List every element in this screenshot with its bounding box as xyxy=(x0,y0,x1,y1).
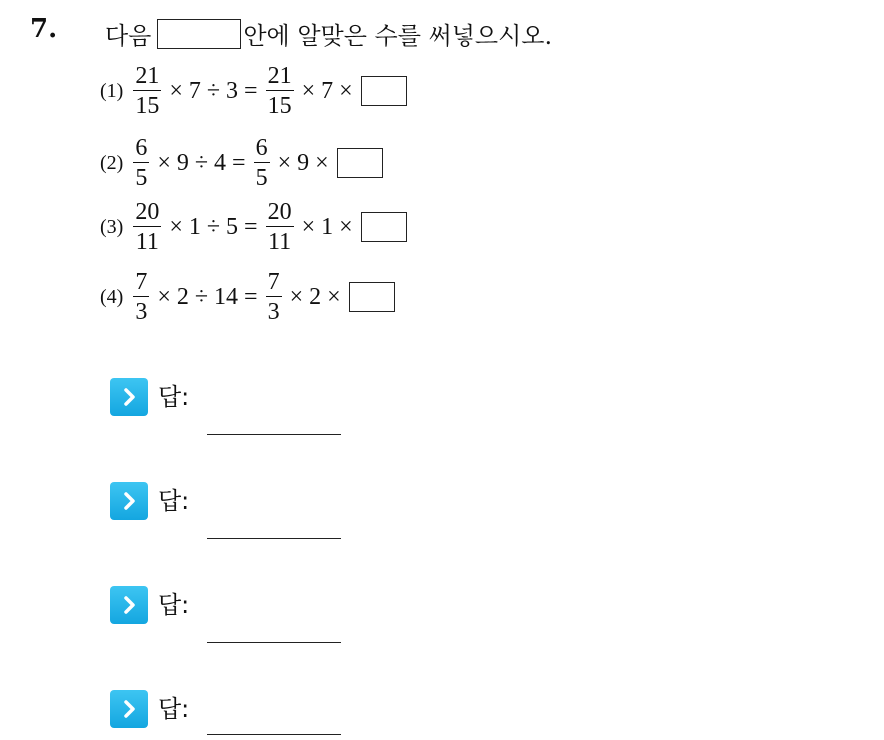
problem-label: (1) xyxy=(100,79,124,102)
times-sign: × xyxy=(289,283,304,310)
equals-sign: = xyxy=(232,149,246,176)
lhs-fraction xyxy=(133,270,149,324)
answer-line[interactable] xyxy=(207,734,341,735)
divide-sign: ÷ xyxy=(206,213,221,240)
divide-sign: ÷ xyxy=(194,149,209,176)
lhs-fraction xyxy=(133,200,161,254)
times-sign: × xyxy=(339,213,353,240)
answer-label: 답: xyxy=(158,591,190,619)
rhs-fraction xyxy=(266,200,294,254)
answer-box[interactable] xyxy=(361,212,407,242)
problem-label: (4) xyxy=(100,285,124,308)
answer-row-4 xyxy=(110,690,341,735)
chevron-right-icon xyxy=(110,482,148,520)
fraction-denominator: 15 xyxy=(267,93,292,119)
times-sign: × xyxy=(157,283,171,310)
problem-1 xyxy=(100,64,407,118)
answer-label: 답: xyxy=(158,487,190,515)
question-instruction xyxy=(105,16,552,51)
operand-c: 1 xyxy=(321,213,334,240)
operand-c: 9 xyxy=(297,149,310,176)
operand-a: 7 xyxy=(188,77,201,104)
operand-c: 2 xyxy=(309,283,322,310)
fraction-numerator: 6 xyxy=(255,135,268,161)
times-sign: × xyxy=(277,149,292,176)
problem-4 xyxy=(100,270,395,324)
instruction-after: 안에 알맞은 수를 써넣으시오. xyxy=(243,22,553,50)
fraction-denominator: 5 xyxy=(255,165,268,191)
times-sign: × xyxy=(169,213,183,240)
answer-row-3 xyxy=(110,586,341,643)
fraction-denominator: 11 xyxy=(135,229,159,255)
equals-sign: = xyxy=(244,77,258,104)
fraction-denominator: 3 xyxy=(135,299,148,325)
chevron-right-icon xyxy=(110,690,148,728)
chevron-right-icon xyxy=(110,586,148,624)
divide-sign: ÷ xyxy=(206,77,221,104)
answer-line[interactable] xyxy=(207,642,341,643)
problem-label: (2) xyxy=(100,151,124,174)
operand-a: 1 xyxy=(188,213,201,240)
equals-sign: = xyxy=(244,213,258,240)
fraction-numerator: 21 xyxy=(135,63,160,89)
fraction-denominator: 5 xyxy=(135,165,148,191)
answer-box[interactable] xyxy=(349,282,395,312)
times-sign: × xyxy=(315,149,329,176)
lhs-fraction xyxy=(133,136,149,190)
instruction-before: 다음 xyxy=(105,22,152,50)
operand-b: 14 xyxy=(214,283,239,310)
fraction-numerator: 20 xyxy=(135,199,160,225)
operand-a: 9 xyxy=(176,149,189,176)
rhs-fraction xyxy=(254,136,270,190)
times-sign: × xyxy=(301,213,316,240)
fraction-numerator: 6 xyxy=(135,135,148,161)
divide-sign: ÷ xyxy=(194,283,209,310)
times-sign: × xyxy=(301,77,316,104)
fraction-denominator: 15 xyxy=(135,93,160,119)
answer-row-1 xyxy=(110,378,341,435)
operand-c: 7 xyxy=(321,77,334,104)
operand-b: 4 xyxy=(214,149,227,176)
problem-2 xyxy=(100,136,383,190)
times-sign: × xyxy=(339,77,353,104)
answer-label: 답: xyxy=(158,695,190,723)
answer-row-2 xyxy=(110,482,341,539)
equals-sign: = xyxy=(244,283,258,310)
problem-3 xyxy=(100,200,407,254)
answer-line[interactable] xyxy=(207,538,341,539)
times-sign: × xyxy=(327,283,341,310)
answer-box[interactable] xyxy=(337,148,383,178)
rhs-fraction xyxy=(266,64,294,118)
times-sign: × xyxy=(169,77,183,104)
instruction-blank-box xyxy=(157,19,241,49)
times-sign: × xyxy=(157,149,171,176)
fraction-denominator: 11 xyxy=(268,229,292,255)
operand-b: 3 xyxy=(226,77,239,104)
rhs-fraction xyxy=(266,270,282,324)
answer-line[interactable] xyxy=(207,434,341,435)
operand-b: 5 xyxy=(226,213,239,240)
lhs-fraction xyxy=(133,64,161,118)
fraction-numerator: 20 xyxy=(267,199,292,225)
question-number: 7. xyxy=(30,14,58,44)
operand-a: 2 xyxy=(176,283,189,310)
fraction-denominator: 3 xyxy=(267,299,280,325)
fraction-numerator: 7 xyxy=(135,269,148,295)
chevron-right-icon xyxy=(110,378,148,416)
fraction-numerator: 7 xyxy=(267,269,280,295)
answer-box[interactable] xyxy=(361,76,407,106)
problem-label: (3) xyxy=(100,215,124,238)
answer-label: 답: xyxy=(158,383,190,411)
fraction-numerator: 21 xyxy=(267,63,292,89)
